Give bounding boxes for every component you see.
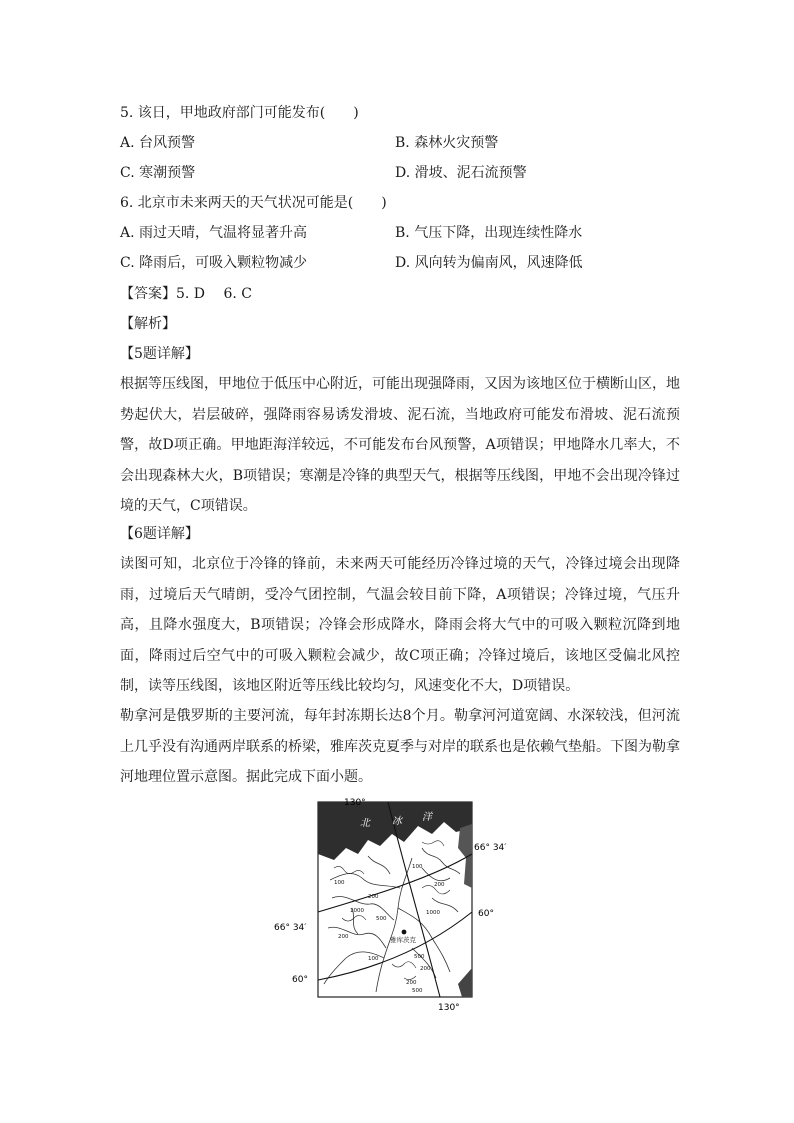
q5-option-c: C. 寒潮预警 — [120, 165, 196, 181]
sea-label-1: 北 — [360, 818, 370, 829]
q6-stem: 6. 北京市未来两天的天气状况可能是( ) — [120, 195, 387, 211]
q6-option-a: A. 雨过天晴，气温将显著升高 — [120, 225, 308, 241]
contour-label: 500 — [376, 916, 387, 922]
label-60-right: 60° — [478, 909, 494, 919]
contour-label: 200 — [338, 934, 349, 940]
q6-option-c: C. 降雨后，可吸入颗粒物减少 — [120, 255, 308, 271]
label-60-left: 60° — [292, 975, 308, 985]
q5-option-d: D. 滑坡、泥石流预警 — [395, 165, 527, 181]
contour-label: 1000 — [350, 908, 364, 914]
q5-detail-heading: 【5题详解】 — [120, 346, 199, 362]
lena-intro-text: 勒拿河是俄罗斯的主要河流，每年封冻期长达8个月。勒拿河河道宽阔、水深较浅，但河流上几乎没有沟通两岸联系的桥梁，雅库茨克夏季与对岸的联系也是依赖气垫船。下图为勒拿河地理位置示意图。据此完成下面小题。 — [120, 708, 680, 785]
contour-label: 1000 — [426, 910, 440, 916]
contour-label: 100 — [368, 956, 379, 962]
label-130-top: 130° — [344, 798, 366, 808]
q6-option-b: B. 气压下降，出现连续性降水 — [395, 225, 583, 241]
sea-label-2: 冰 — [392, 816, 402, 827]
label-130-bottom: 130° — [438, 1003, 460, 1013]
sea-label-3: 洋 — [422, 812, 432, 823]
label-66-34-left: 66° 34′ — [274, 923, 307, 933]
analysis-heading: 【解析】 — [120, 316, 176, 332]
q5-stem: 5. 该日，甲地政府部门可能发布( ) — [120, 105, 359, 121]
contour-label: 200 — [406, 980, 417, 986]
q6-detail-heading: 【6题详解】 — [120, 526, 199, 542]
q6-detail-text: 读图可知，北京位于冷锋的锋前，未来两天可能经历冷锋过境的天气，冷锋过境会出现降雨，过境后天气晴朗，受冷气团控制，气温会较目前下降，A项错误；冷锋过境，气压升高，且降水强度大，B项错误；冷锋会形成降水，降雨会将大气中的可吸入颗粒沉降到地面，降雨过后空气中的可吸入颗粒会减少，故C项正确；冷锋过境后，该地区受偏北风控制，读等压线图，该地区附近等压线比较均匀，风速变化不大，D项错误。 — [120, 556, 680, 694]
contour-label: 100 — [412, 864, 423, 870]
q6-option-d: D. 风向转为偏南风，风速降低 — [395, 255, 583, 271]
contour-label: 100 — [334, 880, 345, 886]
yakutsk-marker — [402, 930, 407, 935]
contour-label: 500 — [414, 954, 425, 960]
answer-line: 【答案】5. D 6. C — [120, 286, 253, 302]
contour-label: 500 — [412, 988, 423, 994]
lena-river-map — [272, 788, 507, 1013]
contour-label: 200 — [420, 966, 431, 972]
q5-option-b: B. 森林火灾预警 — [395, 135, 499, 151]
contour-label: 200 — [434, 882, 445, 888]
contour-label: 200 — [368, 894, 379, 900]
q5-detail-text: 根据等压线图，甲地位于低压中心附近，可能出现强降雨，又因为该地区位于横断山区，地势起伏大，岩层破碎，强降雨容易诱发滑坡、泥石流，当地政府可能发布滑坡、泥石流预警，故D项正确。甲地距海洋较远，不可能发布台风预警，A项错误；甲地降水几率大，不会出现森林大火，B项错误；寒潮是冷锋的典型天气，根据等压线图，甲地不会出现冷锋过境的天气，C项错误。 — [120, 376, 680, 514]
yakutsk-label: 雅库茨克 — [390, 936, 416, 944]
q5-option-a: A. 台风预警 — [120, 135, 196, 151]
label-66-34-right: 66° 34′ — [474, 843, 507, 853]
